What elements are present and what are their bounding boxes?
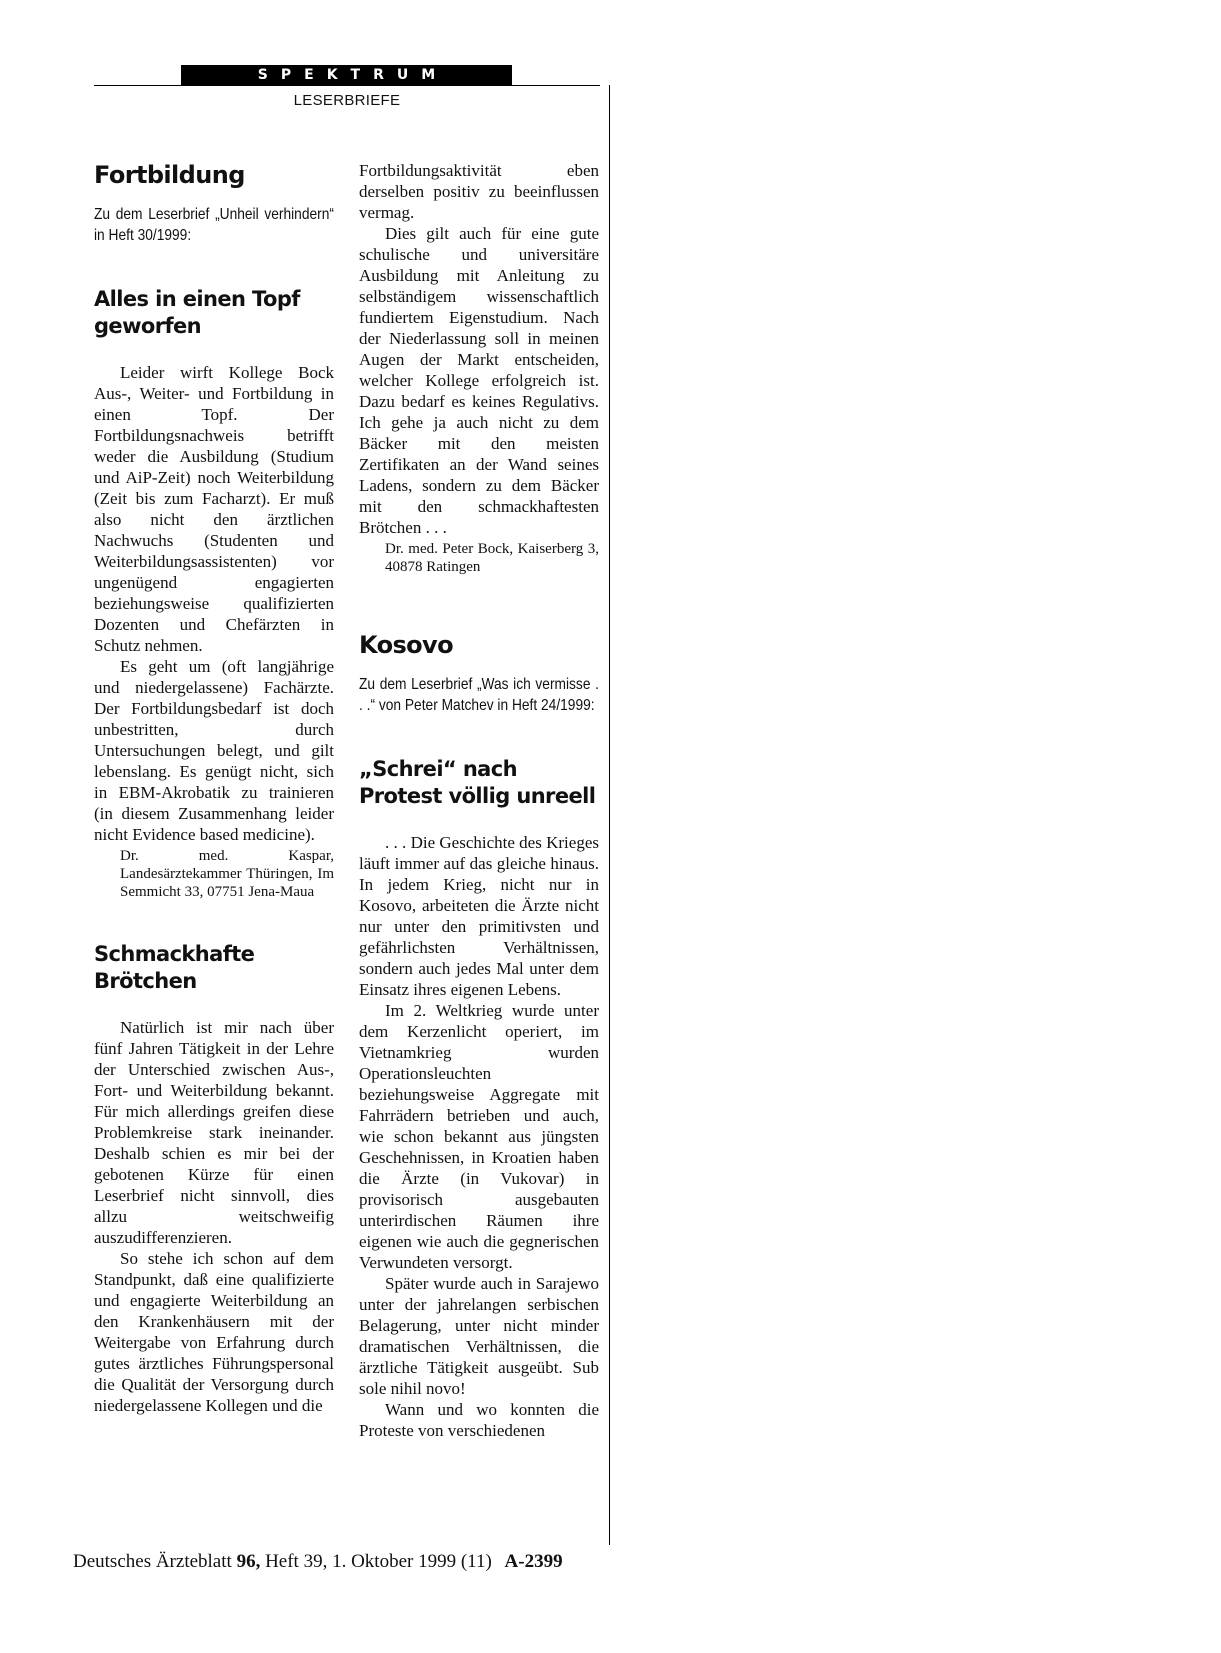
subsection-label: LESERBRIEFE (293, 92, 401, 109)
letter-headline: „Schrei“ nach Protest völlig unreell (359, 757, 596, 808)
volume-number: 96, (236, 1551, 261, 1572)
rubric-kosovo: Kosovo (359, 631, 453, 659)
page-footer (73, 1550, 603, 1574)
paragraph: So stehe ich schon auf dem Standpunkt, daß eine qualifizierte und engagierte Weiterbildung an den Krankenhäusern mit der Weitergabe von Erfahrung durch gutes ärztliches Führungspersonal die Qualität der Versorgung durch niedergelassene Kollegen und die (94, 1249, 334, 1415)
journal-name: Deutsches Ärzteblatt (73, 1551, 232, 1572)
paragraph: Fortbildungsaktivität eben derselben positiv zu beeinflussen vermag. (359, 161, 599, 222)
page-number: A-2399 (504, 1551, 563, 1572)
paragraph: Im 2. Weltkrieg wurde unter dem Kerzenlicht operiert, im Vietnamkrieg wurden Operationsleuchten beziehungsweise Aggregate mit Fahrrädern betrieben und auch, wie schon bekannt aus jüngsten Geschehnissen, in Kroatien haben die Ärzte (in Vukovar) in provisorisch ausgebauten unterirdischen Räumen ihre eigenen wie auch die gegnerischen Verwundeten versorgt. (359, 1001, 599, 1272)
paragraph: Später wurde auch in Sarajewo unter der jahrelangen serbischen Belagerung, unter nicht minder dramatischen Verhältnissen, die ärztliche Tätigkeit ausgeübt. Sub sole nihil novo! (359, 1274, 599, 1398)
letter-body (94, 1017, 334, 1416)
paragraph: Es geht um (oft langjährige und niedergelassene) Fachärzte. Der Fortbildungsbedarf ist doch unbestritten, durch Untersuchungen belegt, und gilt lebenslang. Es genügt nicht, sich in EBM-Akrobatik zu trainieren (in diesem Zusammenhang leider nicht Evidence based medicine). (94, 657, 334, 844)
paragraph: Natürlich ist mir nach über fünf Jahren Tätigkeit in der Lehre der Unterschied zwischen Aus-, Fort- und Weiterbildung bekannt. Für mich allerdings greifen diese Problemkreise stark ineinander. Deshalb schien es mir bei der gebotenen Kürze für einen Leserbrief nicht sinnvoll, dies allzu weitschweifig auszudifferenzieren. (94, 1018, 334, 1247)
paragraph: Dies gilt auch für eine gute schulische und universitäre Ausbildung mit Anleitung zu selbständigem wissenschaftlich fundiertem Eigenstudium. Nach der Niederlassung soll in meinen Augen der Markt entscheiden, welcher Kollege erfolgreich ist. Dazu bedarf es keines Regulativs. Ich gehe ja auch nicht zu dem Bäcker mit den meisten Zertifikaten an der Wand seines Ladens, sondern zu dem Bäcker mit den schmackhaftesten Brötchen . . . (359, 224, 599, 537)
paragraph: . . . Die Geschichte des Krieges läuft immer auf das gleiche hinaus. In jedem Krieg, nicht nur in Kosovo, arbeiteten die Ärzte nicht nur unter den primitivsten und gefährlichsten Verhältnissen, sondern auch jedes Mal unter dem Einsatz ihres eigenen Lebens. (359, 833, 599, 999)
paragraph: Leider wirft Kollege Bock Aus-, Weiter- und Fortbildung in einen Topf. Der Fortbildungsnachweis betrifft weder die Ausbildung (Studium und AiP-Zeit) noch Weiterbildung (Zeit bis zum Facharzt). Er muß also nicht den ärztlichen Nachwuchs (Studenten und Weiterbildungsassistenten) vor ungenügend engagierten beziehungsweise qualifizierten Dozenten und Chefärzten in Schutz nehmen. (94, 363, 334, 655)
letter-headline: Schmackhafte Brötchen (94, 942, 255, 993)
section-banner: SPEKTRUM (181, 65, 512, 86)
letter-headline: Alles in einen Topf geworfen (94, 287, 300, 338)
section-gap (359, 576, 599, 630)
signature: Dr. med. Peter Bock, Kaiserberg 3, 40878 Ratingen (385, 541, 599, 575)
paragraph: Wann und wo konnten die Proteste von verschiedenen (359, 1400, 599, 1440)
letter-body (359, 832, 599, 1441)
reference-note: Zu dem Leserbrief „Unheil verhindern“ in Heft 30/1999: (94, 206, 334, 244)
header-rule (94, 85, 600, 86)
reference-note: Zu dem Leserbrief „Was ich vermisse . . .“ von Peter Matchev in Heft 24/1999: (359, 676, 599, 714)
right-column (359, 160, 599, 1441)
issue-info: Heft 39, 1. Oktober 1999 (11) (265, 1551, 492, 1572)
left-column (94, 160, 334, 1416)
rubric-fortbildung: Fortbildung (94, 161, 245, 189)
signature: Dr. med. Kaspar, Landesärztekammer Thüringen, Im Semmicht 33, 07751 Jena-Maua (120, 848, 334, 900)
letter-body (94, 362, 334, 901)
column-rule (609, 85, 610, 1545)
